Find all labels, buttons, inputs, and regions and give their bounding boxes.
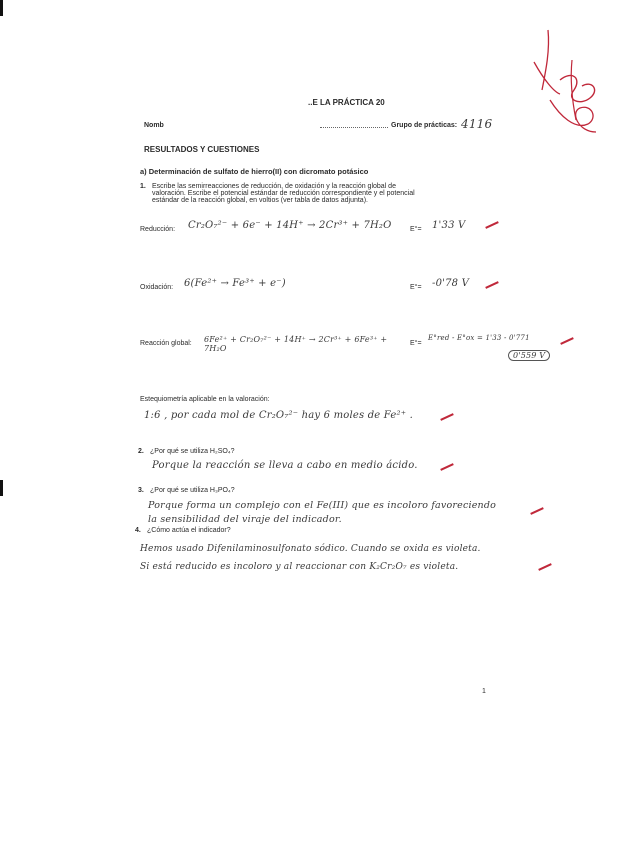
stoichiometry-label: Estequiometría aplicable en la valoración: xyxy=(140,396,270,403)
question-answer-line: Porque forma un complejo con el Fe(III) que es incoloro favoreciendo xyxy=(148,500,497,511)
question-text: ¿Por qué se utiliza H₂SO₄? xyxy=(150,448,235,455)
correction-tick xyxy=(560,337,574,345)
global-e-label: E°= xyxy=(410,340,422,347)
reduction-label: Reducción: xyxy=(140,226,176,233)
global-answer: 6Fe²⁺ + Cr₂O₇²⁻ + 14H⁺ → 2Cr³⁺ + 6Fe³⁺ + 7H₂O xyxy=(204,335,388,353)
question-number: 4. xyxy=(135,527,141,534)
correction-tick xyxy=(485,221,499,229)
page-title: ..E LA PRÁCTICA 20 xyxy=(308,98,385,107)
name-dots xyxy=(320,123,390,130)
oxidation-label: Oxidación: xyxy=(140,284,174,291)
grade-mark-signature xyxy=(520,20,610,140)
question-text-line: estándar de la reacción global, en voltios (ver tabla de datos adjunta). xyxy=(152,197,368,204)
question-answer: Porque la reacción se lleva a cabo en medio ácido. xyxy=(152,460,418,471)
question-text-line: valoración. Escribe el potencial estándar de reducción correspondiente y el potencial xyxy=(152,190,415,197)
question-text: ¿Cómo actúa el indicador? xyxy=(147,527,231,534)
question-number: 2. xyxy=(138,448,144,455)
correction-tick xyxy=(440,413,454,421)
reduction-e-label: E°= xyxy=(410,226,422,233)
reduction-e-value: 1'33 V xyxy=(432,220,466,231)
global-label: Reacción global: xyxy=(140,340,192,347)
question-text xyxy=(152,183,492,204)
correction-tick xyxy=(485,281,499,289)
global-e-boxed-result: 0'559 V xyxy=(508,350,550,361)
question-answer-line: Si está reducido es incoloro y al reaccionar con K₂Cr₂O₇ es violeta. xyxy=(140,562,459,572)
correction-tick xyxy=(440,463,454,471)
reduction-answer: Cr₂O₇²⁻ + 6e⁻ + 14H⁺ → 2Cr³⁺ + 7H₂O xyxy=(188,220,392,231)
oxidation-e-label: E°= xyxy=(410,284,422,291)
section-heading: RESULTADOS Y CUESTIONES xyxy=(144,145,260,154)
global-e-value: E°red - E°ox = 1'33 - 0'771 xyxy=(428,334,530,342)
question-text-line: Escribe las semirreacciones de reducción, de oxidación y la reacción global de xyxy=(152,183,396,190)
question-text: ¿Por qué se utiliza H₃PO₄? xyxy=(150,487,235,494)
stoichiometry-answer: 1:6 , por cada mol de Cr₂O₇²⁻ hay 6 moles de Fe²⁺ . xyxy=(144,410,413,421)
group-value: 4116 xyxy=(461,117,493,131)
scan-edge-mark xyxy=(0,480,3,496)
oxidation-answer: 6(Fe²⁺ → Fe³⁺ + e⁻) xyxy=(184,278,286,289)
section-subheading: a) Determinación de sulfato de hierro(II) con dicromato potásico xyxy=(140,167,369,176)
question-answer-line: la sensibilidad del viraje del indicador. xyxy=(148,514,342,525)
scan-edge-mark xyxy=(0,0,3,16)
name-label: Nomb xyxy=(144,122,164,129)
correction-tick xyxy=(530,507,544,515)
oxidation-e-value: -0'78 V xyxy=(432,278,470,289)
question-number: 3. xyxy=(138,487,144,494)
question-number: 1. xyxy=(140,183,146,190)
correction-tick xyxy=(538,563,552,571)
group-label: Grupo de prácticas: xyxy=(391,122,458,129)
page-number: 1 xyxy=(482,688,486,695)
question-answer-line: Hemos usado Difenilaminosulfonato sódico. Cuando se oxida es violeta. xyxy=(140,544,481,554)
